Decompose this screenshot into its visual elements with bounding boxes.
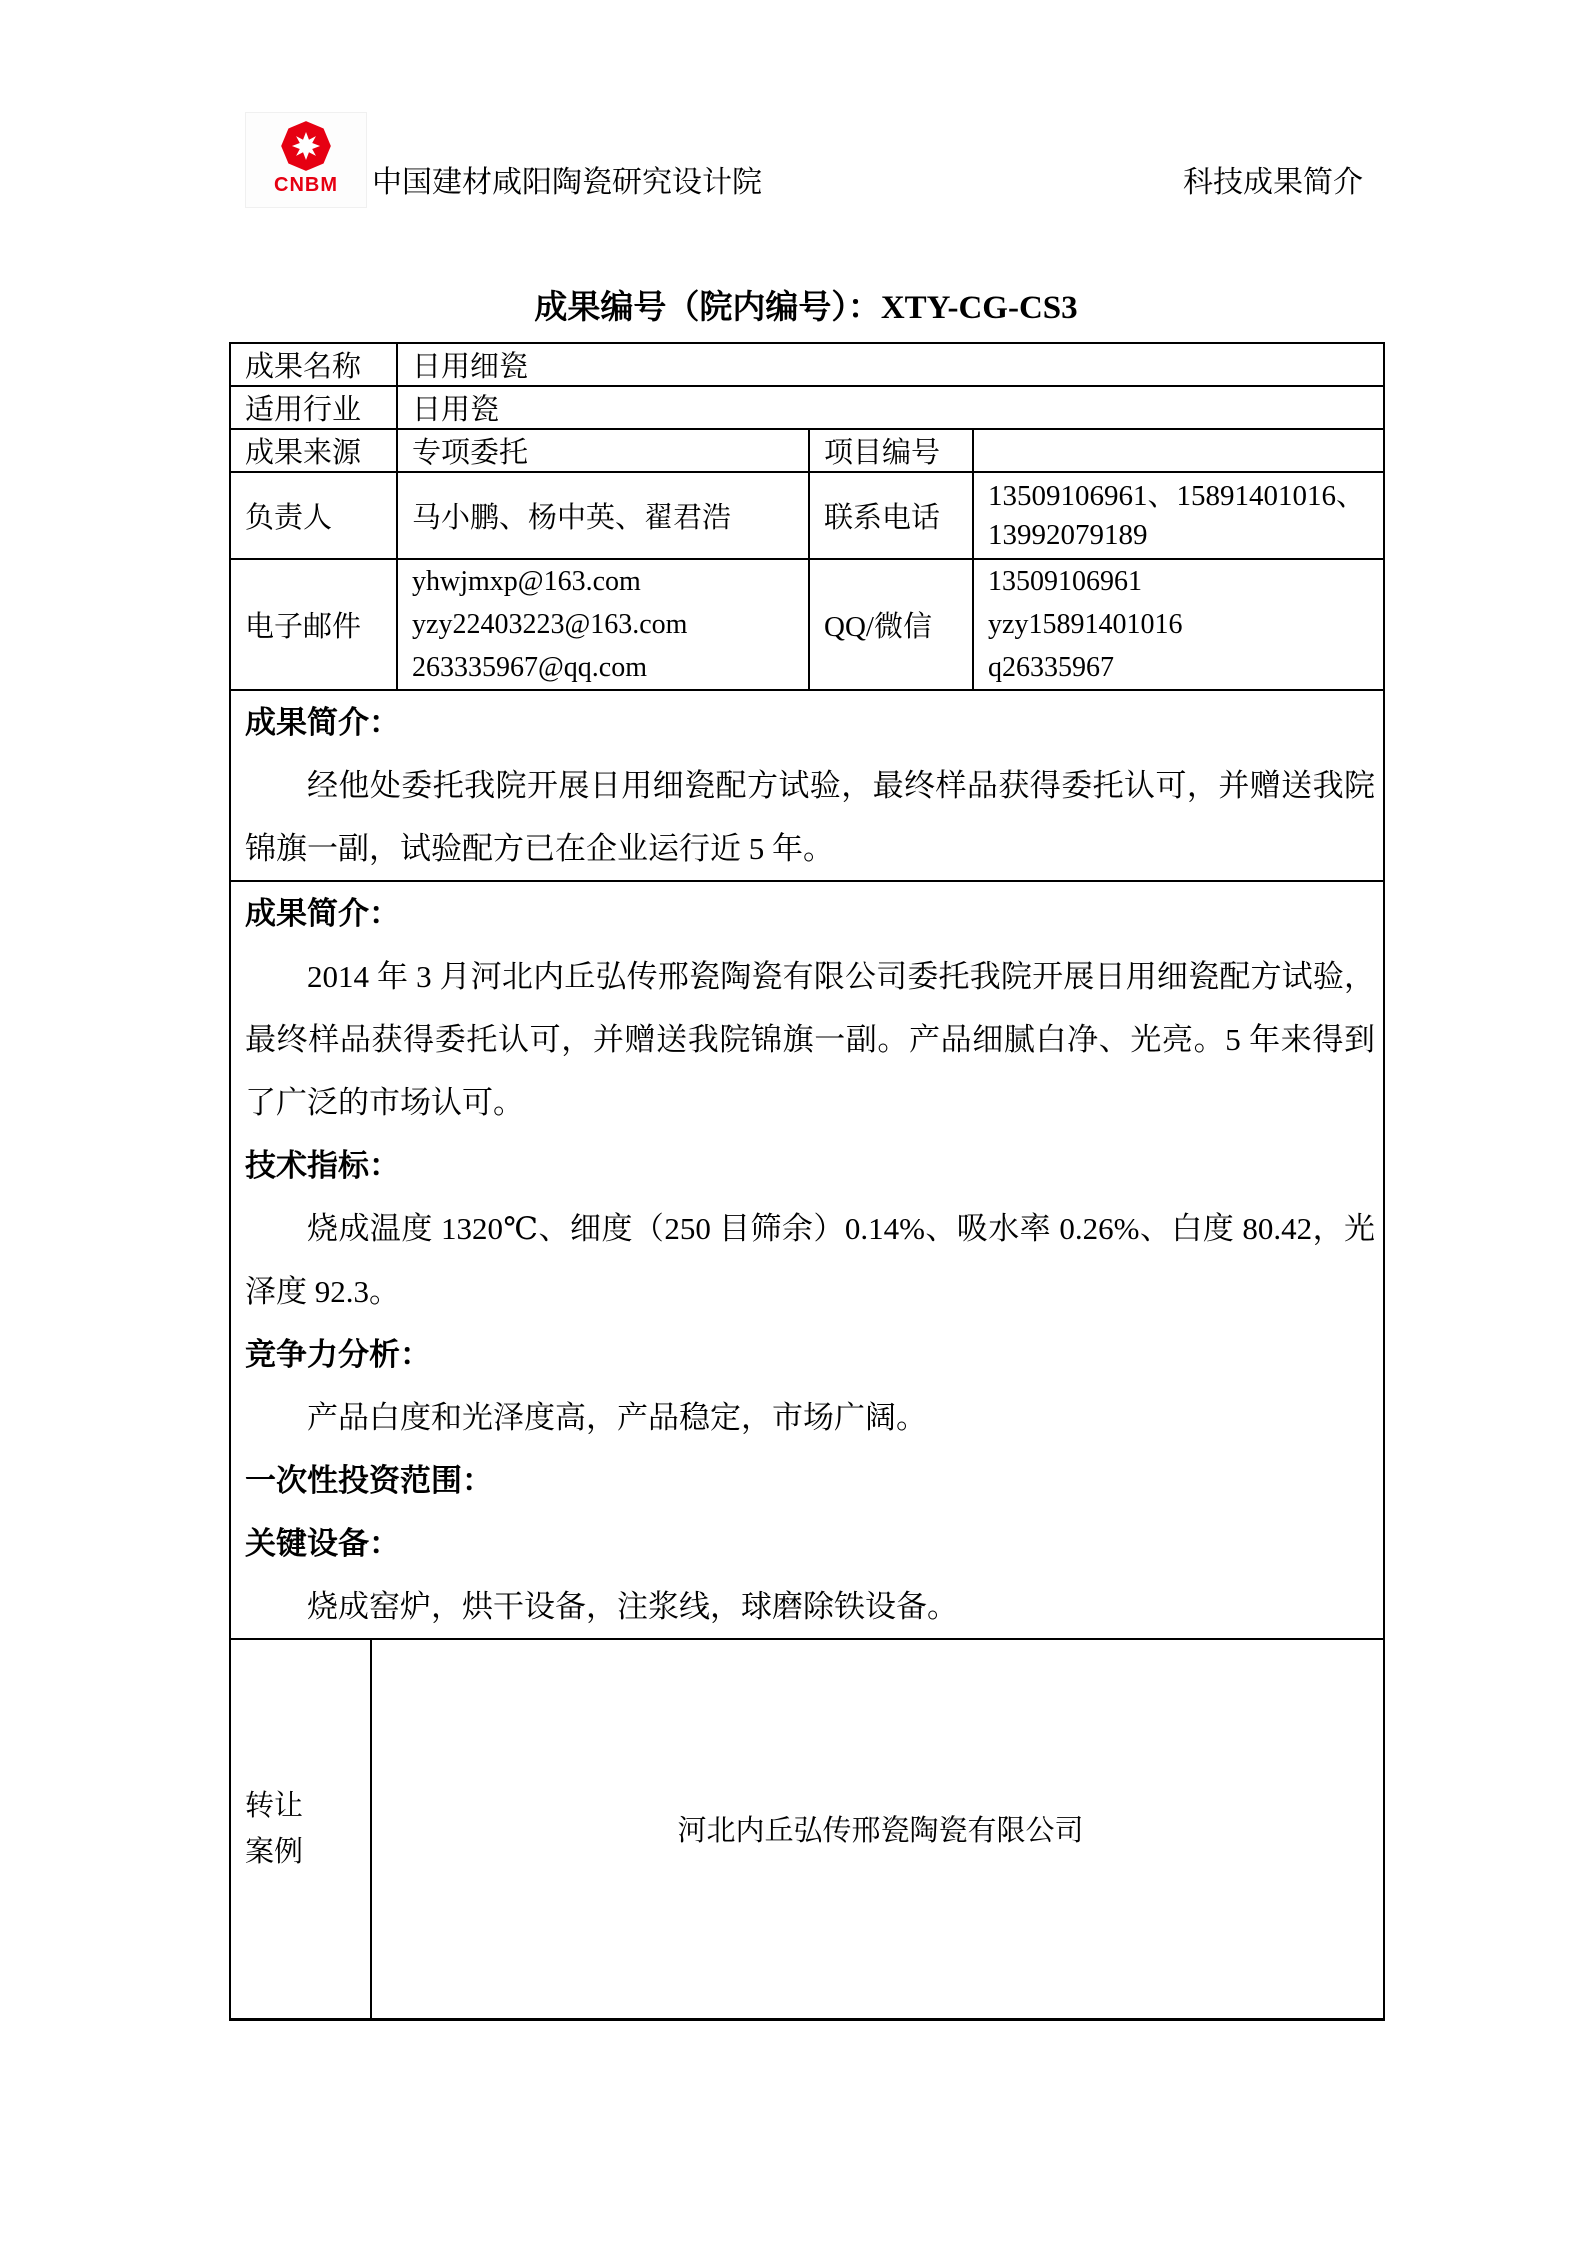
section-heading-summary2: 成果简介： [245,896,400,931]
phone-label: 联系电话 [809,472,973,559]
section-heading-competitiveness: 竞争力分析： [245,1337,431,1372]
section-paragraph-key-equipment: 烧成窑炉，烘干设备，注浆线，球磨除铁设备。 [307,1589,958,1624]
source-label: 成果来源 [230,429,397,472]
email-line: yzy22403223@163.com [412,609,688,640]
industry-label: 适用行业 [230,386,397,429]
summary-cell [230,690,1384,881]
project-number-label: 项目编号 [809,429,973,472]
cnbm-logo [245,112,367,208]
row-industry [230,386,1384,429]
info-table [229,342,1385,2021]
section-heading-key-equipment: 关键设备： [245,1526,400,1561]
row-result-name [230,343,1384,386]
section-paragraph-summary2: 2014 年 3 月河北内丘弘传邢瓷陶瓷有限公司委托我院开展日用细瓷配方试验，最终样品获得委托认可，并赠送我院锦旗一副。产品细腻白净、光亮。5 年来得到了广泛的市场认可。 [245,959,1376,1120]
row-leader [230,472,1384,559]
section-heading-investment-scope: 一次性投资范围： [245,1463,493,1498]
row-source [230,429,1384,472]
row-details [230,881,1384,1639]
email-line: 263335967@qq.com [412,652,648,683]
qq-wechat-label: QQ/微信 [809,559,973,690]
email-value [397,559,809,690]
doc-type-label: 科技成果简介 [1183,166,1363,199]
result-name-label: 成果名称 [230,343,397,386]
qq-line: q26335967 [988,652,1115,683]
email-line: yhwjmxp@163.com [412,566,641,597]
row-transfer-case [230,1639,1384,2019]
institute-name: 中国建材咸阳陶瓷研究设计院 [372,166,762,199]
project-number-value [973,429,1384,472]
details-cell [230,881,1384,1639]
qq-wechat-value [973,559,1384,690]
row-summary [230,690,1384,881]
transfer-label-line: 转让 [245,1789,304,1822]
section-paragraph-tech-specs: 烧成温度 1320℃、细度（250 目筛余）0.14%、吸水率 0.26%、白度 80.42，光泽度 92.3。 [245,1211,1376,1309]
summary-heading: 成果简介： [245,705,400,740]
qq-line: 13509106961 [988,566,1143,597]
source-value: 专项委托 [397,429,809,472]
section-heading-tech-specs: 技术指标： [245,1148,400,1183]
leader-value: 马小鹏、杨中英、翟君浩 [397,472,809,559]
transfer-case-value: 河北内丘弘传邢瓷陶瓷有限公司 [371,1639,1384,2019]
page-title: 成果编号（院内编号）：XTY-CG-CS3 [534,290,1078,326]
qq-line: yzy15891401016 [988,609,1183,640]
transfer-case-label [230,1639,371,2019]
transfer-label-line: 案例 [245,1835,304,1868]
summary-paragraph: 经他处委托我院开展日用细瓷配方试验，最终样品获得委托认可，并赠送我院锦旗一副，试验配方已在企业运行近 5 年。 [245,768,1376,866]
logo-text: CNBM [274,174,338,196]
industry-value: 日用瓷 [397,386,1384,429]
phone-value: 13509106961、15891401016、13992079189 [973,472,1384,559]
cnbm-octagon-star-icon [275,119,337,173]
section-paragraph-competitiveness: 产品白度和光泽度高，产品稳定，市场广阔。 [307,1400,927,1435]
leader-label: 负责人 [230,472,397,559]
result-name-value: 日用细瓷 [397,343,1384,386]
row-email [230,559,1384,690]
email-label: 电子邮件 [230,559,397,690]
